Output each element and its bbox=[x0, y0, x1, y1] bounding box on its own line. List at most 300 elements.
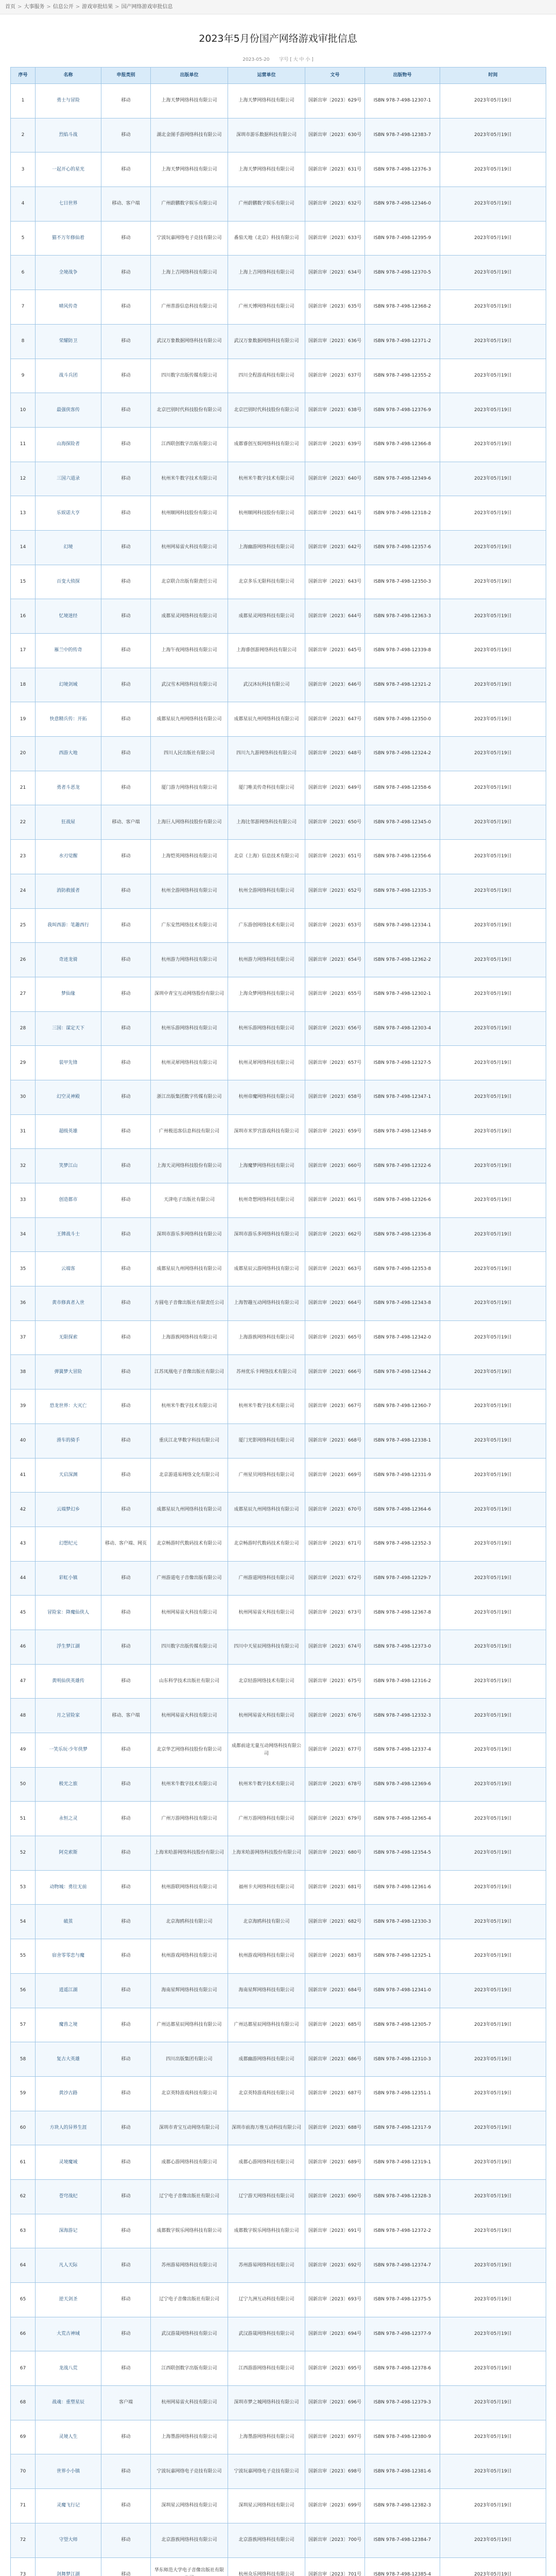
approval-table bbox=[10, 67, 546, 2576]
cell-category: 移动 bbox=[101, 1114, 151, 1149]
cell-date: 2023年05月19日 bbox=[440, 2042, 546, 2077]
font-size-switch[interactable]: 字号 [ 大 中 小 ] bbox=[279, 57, 314, 62]
cell-category: 移动、客户端 bbox=[101, 187, 151, 222]
cell-isbn: ISBN 978-7-498-12354-5 bbox=[365, 1836, 440, 1871]
cell-index: 26 bbox=[11, 943, 36, 977]
cell-category: 移动 bbox=[101, 1767, 151, 1802]
cell-date: 2023年05月19日 bbox=[440, 2317, 546, 2351]
cell-operator: 北京海鸥科技有限公司 bbox=[228, 1905, 305, 1939]
cell-date: 2023年05月19日 bbox=[440, 1527, 546, 1561]
cell-index: 27 bbox=[11, 977, 36, 1011]
column-header: 出版单位 bbox=[151, 67, 228, 84]
cell-publisher: 杭州游戏网络科技有限公司 bbox=[151, 1939, 228, 1974]
cell-isbn: ISBN 978-7-498-12381-6 bbox=[365, 2454, 440, 2489]
table-row bbox=[11, 1286, 546, 1321]
cell-name: 黄沙古路 bbox=[36, 2076, 101, 2111]
table-body bbox=[11, 84, 546, 2576]
cell-date: 2023年05月19日 bbox=[440, 324, 546, 359]
cell-publisher: 武汉万象数据网络科技有限公司 bbox=[151, 324, 228, 359]
table-row bbox=[11, 2283, 546, 2317]
table-row bbox=[11, 2179, 546, 2214]
table-row bbox=[11, 2042, 546, 2077]
cell-name: 黄市修真者入世 bbox=[36, 1286, 101, 1321]
cell-date: 2023年05月19日 bbox=[440, 2489, 546, 2523]
breadcrumb-link[interactable]: 大事服务 bbox=[24, 4, 45, 10]
cell-approval-no: 国新出审〔2023〕637号 bbox=[305, 359, 365, 393]
breadcrumb-link[interactable]: 国产网络游戏审批信息 bbox=[121, 4, 173, 10]
table-row bbox=[11, 1802, 546, 1836]
cell-approval-no: 国新出审〔2023〕645号 bbox=[305, 634, 365, 668]
cell-date: 2023年05月19日 bbox=[440, 943, 546, 977]
cell-name: 龙战八荒 bbox=[36, 2351, 101, 2386]
cell-name: 装甲先锋 bbox=[36, 1046, 101, 1080]
cell-publisher: 四川数字出版传媒有限公司 bbox=[151, 1630, 228, 1664]
cell-approval-no: 国新出审〔2023〕655号 bbox=[305, 977, 365, 1011]
cell-operator: 杭州游力网络科技有限公司 bbox=[228, 943, 305, 977]
cell-category: 移动 bbox=[101, 1493, 151, 1527]
cell-category: 移动 bbox=[101, 118, 151, 152]
cell-index: 29 bbox=[11, 1046, 36, 1080]
cell-index: 10 bbox=[11, 393, 36, 428]
cell-publisher: 杭州米牛数字技术有限公司 bbox=[151, 1389, 228, 1424]
cell-publisher: 上海天梦网络科技有限公司 bbox=[151, 152, 228, 187]
cell-category: 移动 bbox=[101, 1217, 151, 1252]
cell-name: 恐龙世界：大灭亡 bbox=[36, 1389, 101, 1424]
cell-date: 2023年05月19日 bbox=[440, 1149, 546, 1183]
cell-approval-no: 国新出审〔2023〕679号 bbox=[305, 1802, 365, 1836]
cell-category: 移动 bbox=[101, 2179, 151, 2214]
cell-approval-no: 国新出审〔2023〕684号 bbox=[305, 1973, 365, 2008]
cell-publisher: 广州蔚鹏数字娱乐有限公司 bbox=[151, 187, 228, 222]
cell-isbn: ISBN 978-7-498-12316-2 bbox=[365, 1664, 440, 1699]
cell-index: 13 bbox=[11, 496, 36, 531]
cell-approval-no: 国新出审〔2023〕674号 bbox=[305, 1630, 365, 1664]
cell-index: 67 bbox=[11, 2351, 36, 2386]
cell-operator: 上海米哈游网络科技股份有限公司 bbox=[228, 1836, 305, 1871]
table-row bbox=[11, 943, 546, 977]
cell-operator: 武汉沐玩科技有限公司 bbox=[228, 668, 305, 702]
cell-publisher: 北京畅游时代数码技术有限公司 bbox=[151, 1527, 228, 1561]
cell-publisher: 四川人民出版社有限公司 bbox=[151, 737, 228, 771]
cell-name: 灵魔飞行记 bbox=[36, 2489, 101, 2523]
cell-publisher: 成都数字娱乐网络科技有限公司 bbox=[151, 2214, 228, 2248]
cell-isbn: ISBN 978-7-498-12328-3 bbox=[365, 2179, 440, 2214]
cell-approval-no: 国新出审〔2023〕670号 bbox=[305, 1493, 365, 1527]
cell-index: 71 bbox=[11, 2489, 36, 2523]
cell-date: 2023年05月19日 bbox=[440, 1493, 546, 1527]
breadcrumb bbox=[0, 0, 556, 14]
cell-date: 2023年05月19日 bbox=[440, 530, 546, 565]
cell-publisher: 广州达都星辰网络科技有限公司 bbox=[151, 2008, 228, 2042]
cell-operator: 成都星灵网络科技有限公司 bbox=[228, 599, 305, 634]
cell-category: 移动 bbox=[101, 1011, 151, 1046]
table-row bbox=[11, 1149, 546, 1183]
breadcrumb-link[interactable]: 首页 bbox=[5, 4, 15, 10]
cell-date: 2023年05月19日 bbox=[440, 2008, 546, 2042]
cell-index: 18 bbox=[11, 668, 36, 702]
cell-operator: 成都心游网络科技有限公司 bbox=[228, 2145, 305, 2180]
cell-date: 2023年05月19日 bbox=[440, 290, 546, 325]
cell-date: 2023年05月19日 bbox=[440, 874, 546, 908]
cell-date: 2023年05月19日 bbox=[440, 1939, 546, 1974]
cell-date: 2023年05月19日 bbox=[440, 1836, 546, 1871]
cell-name: 晴风传奇 bbox=[36, 290, 101, 325]
cell-name: 月之冒险家 bbox=[36, 1699, 101, 1733]
table-row bbox=[11, 1664, 546, 1699]
cell-date: 2023年05月19日 bbox=[440, 1973, 546, 2008]
cell-name: 方块人的异界生涯 bbox=[36, 2111, 101, 2145]
cell-name: 无限探索 bbox=[36, 1320, 101, 1355]
table-row bbox=[11, 1320, 546, 1355]
cell-approval-no: 国新出审〔2023〕644号 bbox=[305, 599, 365, 634]
cell-approval-no: 国新出审〔2023〕639号 bbox=[305, 427, 365, 462]
cell-category: 移动 bbox=[101, 2008, 151, 2042]
cell-index: 30 bbox=[11, 1080, 36, 1114]
cell-operator: 杭州米牛数字技术有限公司 bbox=[228, 462, 305, 496]
cell-isbn: ISBN 978-7-498-12361-6 bbox=[365, 1870, 440, 1905]
cell-approval-no: 国新出审〔2023〕661号 bbox=[305, 1183, 365, 1218]
cell-publisher: 广州万游网络科技有限公司 bbox=[151, 1802, 228, 1836]
cell-name: 荣耀防卫 bbox=[36, 324, 101, 359]
cell-isbn: ISBN 978-7-498-12369-6 bbox=[365, 1767, 440, 1802]
cell-index: 73 bbox=[11, 2557, 36, 2576]
cell-publisher: 杭州米牛数字技术有限公司 bbox=[151, 462, 228, 496]
cell-publisher: 上海游族网络科技有限公司 bbox=[151, 1320, 228, 1355]
cell-operator: 上海上吉网络科技有限公司 bbox=[228, 256, 305, 290]
cell-name: 猫不万年修仙着 bbox=[36, 221, 101, 256]
cell-index: 69 bbox=[11, 2420, 36, 2454]
cell-date: 2023年05月19日 bbox=[440, 771, 546, 805]
cell-date: 2023年05月19日 bbox=[440, 702, 546, 737]
cell-approval-no: 国新出审〔2023〕635号 bbox=[305, 290, 365, 325]
cell-isbn: ISBN 978-7-498-12350-0 bbox=[365, 702, 440, 737]
cell-operator: 深圳市前海万维互动科技有限公司 bbox=[228, 2111, 305, 2145]
cell-approval-no: 国新出审〔2023〕698号 bbox=[305, 2454, 365, 2489]
cell-approval-no: 国新出审〔2023〕699号 bbox=[305, 2489, 365, 2523]
cell-category: 移动 bbox=[101, 1252, 151, 1286]
cell-operator: 广州达都星辰网络科技有限公司 bbox=[228, 2008, 305, 2042]
cell-date: 2023年05月19日 bbox=[440, 2111, 546, 2145]
cell-date: 2023年05月19日 bbox=[440, 1320, 546, 1355]
cell-isbn: ISBN 978-7-498-12347-1 bbox=[365, 1080, 440, 1114]
cell-approval-no: 国新出审〔2023〕680号 bbox=[305, 1836, 365, 1871]
cell-publisher: 杭州游联网络科技有限公司 bbox=[151, 1870, 228, 1905]
cell-date: 2023年05月19日 bbox=[440, 427, 546, 462]
cell-approval-no: 国新出审〔2023〕653号 bbox=[305, 908, 365, 943]
table-row bbox=[11, 771, 546, 805]
cell-publisher: 杭州网易雷火科技有限公司 bbox=[151, 530, 228, 565]
cell-index: 39 bbox=[11, 1389, 36, 1424]
cell-publisher: 江西联创数字出版有限公司 bbox=[151, 2351, 228, 2386]
cell-approval-no: 国新出审〔2023〕677号 bbox=[305, 1733, 365, 1768]
cell-publisher: 广州游道电子音像出版有限公司 bbox=[151, 1561, 228, 1596]
table-row bbox=[11, 2420, 546, 2454]
cell-index: 38 bbox=[11, 1355, 36, 1389]
cell-approval-no: 国新出审〔2023〕690号 bbox=[305, 2179, 365, 2214]
cell-isbn: ISBN 978-7-498-12372-2 bbox=[365, 2214, 440, 2248]
cell-category: 移动 bbox=[101, 2042, 151, 2077]
cell-date: 2023年05月19日 bbox=[440, 1458, 546, 1493]
cell-category: 移动 bbox=[101, 2351, 151, 2386]
cell-publisher: 深圳市青宝互动网络有限公司 bbox=[151, 2111, 228, 2145]
cell-approval-no: 国新出审〔2023〕681号 bbox=[305, 1870, 365, 1905]
cell-index: 9 bbox=[11, 359, 36, 393]
cell-category: 移动 bbox=[101, 2145, 151, 2180]
cell-index: 3 bbox=[11, 152, 36, 187]
cell-date: 2023年05月19日 bbox=[440, 2283, 546, 2317]
cell-name: 烈焰斗战 bbox=[36, 118, 101, 152]
cell-category: 移动 bbox=[101, 1802, 151, 1836]
cell-isbn: ISBN 978-7-498-12334-1 bbox=[365, 908, 440, 943]
cell-isbn: ISBN 978-7-498-12305-7 bbox=[365, 2008, 440, 2042]
cell-name: 阿克索斯 bbox=[36, 1836, 101, 1871]
cell-category: 移动 bbox=[101, 1389, 151, 1424]
cell-index: 35 bbox=[11, 1252, 36, 1286]
cell-operator: 四川中天星辰网络科技有限公司 bbox=[228, 1630, 305, 1664]
cell-publisher: 辽宁电子音像出版社有限公司 bbox=[151, 2283, 228, 2317]
cell-category: 移动 bbox=[101, 737, 151, 771]
cell-date: 2023年05月19日 bbox=[440, 805, 546, 840]
table-row bbox=[11, 2145, 546, 2180]
cell-category: 移动 bbox=[101, 1149, 151, 1183]
cell-approval-no: 国新出审〔2023〕695号 bbox=[305, 2351, 365, 2386]
breadcrumb-link[interactable]: 游戏审批结果 bbox=[82, 4, 113, 10]
cell-index: 24 bbox=[11, 874, 36, 908]
cell-date: 2023年05月19日 bbox=[440, 393, 546, 428]
cell-name: 天启深渊 bbox=[36, 1458, 101, 1493]
cell-publisher: 上海天梦网络科技有限公司 bbox=[151, 84, 228, 118]
cell-name: 七日世界 bbox=[36, 187, 101, 222]
cell-category: 移动 bbox=[101, 1046, 151, 1080]
breadcrumb-link[interactable]: 信息公开 bbox=[53, 4, 74, 10]
cell-date: 2023年05月19日 bbox=[440, 2214, 546, 2248]
cell-name: 王牌战斗士 bbox=[36, 1217, 101, 1252]
cell-isbn: ISBN 978-7-498-12358-6 bbox=[365, 771, 440, 805]
cell-date: 2023年05月19日 bbox=[440, 84, 546, 118]
cell-index: 45 bbox=[11, 1596, 36, 1630]
cell-isbn: ISBN 978-7-498-12374-7 bbox=[365, 2248, 440, 2283]
table-row bbox=[11, 702, 546, 737]
cell-operator: 海南星辉网络科技有限公司 bbox=[228, 1973, 305, 2008]
cell-name: 奇迹龙骑 bbox=[36, 943, 101, 977]
cell-publisher: 武汉雪木网络科技有限公司 bbox=[151, 668, 228, 702]
table-row bbox=[11, 1836, 546, 1871]
cell-name: 浮生梦江湖 bbox=[36, 1630, 101, 1664]
cell-index: 4 bbox=[11, 187, 36, 222]
breadcrumb-separator: > bbox=[18, 4, 22, 10]
table-row bbox=[11, 1527, 546, 1561]
cell-isbn: ISBN 978-7-498-12356-6 bbox=[365, 840, 440, 874]
cell-operator: 上海众梦网络科技有限公司 bbox=[228, 977, 305, 1011]
cell-category: 移动 bbox=[101, 977, 151, 1011]
table-row bbox=[11, 427, 546, 462]
cell-isbn: ISBN 978-7-498-12326-6 bbox=[365, 1183, 440, 1218]
cell-operator: 深圳市梦之城网络科技有限公司 bbox=[228, 2386, 305, 2420]
cell-operator: 成都数字娱乐网络科技有限公司 bbox=[228, 2214, 305, 2248]
cell-category: 移动 bbox=[101, 840, 151, 874]
cell-isbn: ISBN 978-7-498-12307-1 bbox=[365, 84, 440, 118]
cell-index: 40 bbox=[11, 1423, 36, 1458]
cell-isbn: ISBN 978-7-498-12319-1 bbox=[365, 2145, 440, 2180]
cell-category: 移动 bbox=[101, 908, 151, 943]
table-header-row bbox=[11, 67, 546, 84]
cell-isbn: ISBN 978-7-498-12367-8 bbox=[365, 1596, 440, 1630]
cell-name: 黄明仙侠英雄传 bbox=[36, 1664, 101, 1699]
cell-isbn: ISBN 978-7-498-12344-2 bbox=[365, 1355, 440, 1389]
cell-isbn: ISBN 978-7-498-12345-0 bbox=[365, 805, 440, 840]
table-row bbox=[11, 2489, 546, 2523]
cell-index: 5 bbox=[11, 221, 36, 256]
column-header: 名称 bbox=[36, 67, 101, 84]
cell-approval-no: 国新出审〔2023〕650号 bbox=[305, 805, 365, 840]
page-title: 2023年5月份国产网络游戏审批信息 bbox=[199, 33, 357, 44]
cell-category: 移动 bbox=[101, 1320, 151, 1355]
cell-publisher: 湖北金图手游网络科技有限公司 bbox=[151, 118, 228, 152]
cell-date: 2023年05月19日 bbox=[440, 462, 546, 496]
cell-approval-no: 国新出审〔2023〕683号 bbox=[305, 1939, 365, 1974]
table-row bbox=[11, 1355, 546, 1389]
cell-category: 移动 bbox=[101, 2420, 151, 2454]
column-header: 序号 bbox=[11, 67, 36, 84]
cell-category: 移动 bbox=[101, 2523, 151, 2557]
table-row bbox=[11, 599, 546, 634]
cell-category: 移动 bbox=[101, 702, 151, 737]
table-row bbox=[11, 634, 546, 668]
table-row bbox=[11, 1423, 546, 1458]
cell-date: 2023年05月19日 bbox=[440, 1355, 546, 1389]
cell-index: 46 bbox=[11, 1630, 36, 1664]
table-row bbox=[11, 2351, 546, 2386]
cell-publisher: 广州普游信息科技有限公司 bbox=[151, 290, 228, 325]
table-row bbox=[11, 908, 546, 943]
cell-name: 乐娱诺大亨 bbox=[36, 496, 101, 531]
table-row bbox=[11, 118, 546, 152]
cell-index: 28 bbox=[11, 1011, 36, 1046]
cell-date: 2023年05月19日 bbox=[440, 565, 546, 599]
cell-isbn: ISBN 978-7-498-12303-4 bbox=[365, 1011, 440, 1046]
table-row bbox=[11, 221, 546, 256]
cell-category: 移动 bbox=[101, 462, 151, 496]
column-header: 申报类别 bbox=[101, 67, 151, 84]
cell-date: 2023年05月19日 bbox=[440, 599, 546, 634]
table-row bbox=[11, 462, 546, 496]
table-row bbox=[11, 2214, 546, 2248]
cell-name: 消防救援者 bbox=[36, 874, 101, 908]
cell-date: 2023年05月19日 bbox=[440, 1630, 546, 1664]
cell-index: 57 bbox=[11, 2008, 36, 2042]
cell-isbn: ISBN 978-7-498-12355-2 bbox=[365, 359, 440, 393]
cell-publisher: 杭州灵犀网络科技有限公司 bbox=[151, 1046, 228, 1080]
cell-category: 移动 bbox=[101, 2557, 151, 2576]
cell-publisher: 山东科学技术出版社有限公司 bbox=[151, 1664, 228, 1699]
cell-isbn: ISBN 978-7-498-12339-8 bbox=[365, 634, 440, 668]
cell-publisher: 四川数字出版传媒有限公司 bbox=[151, 359, 228, 393]
cell-isbn: ISBN 978-7-498-12384-7 bbox=[365, 2523, 440, 2557]
cell-date: 2023年05月19日 bbox=[440, 1664, 546, 1699]
cell-approval-no: 国新出审〔2023〕649号 bbox=[305, 771, 365, 805]
cell-publisher: 江西联创数字出版有限公司 bbox=[151, 427, 228, 462]
cell-name: 快意精兵传：开拓 bbox=[36, 702, 101, 737]
cell-category: 移动 bbox=[101, 1664, 151, 1699]
cell-isbn: ISBN 978-7-498-12378-6 bbox=[365, 2351, 440, 2386]
cell-isbn: ISBN 978-7-498-12332-3 bbox=[365, 1699, 440, 1733]
cell-index: 19 bbox=[11, 702, 36, 737]
cell-publisher: 江苏凤凰电子音像出版社有限公司 bbox=[151, 1355, 228, 1389]
cell-isbn: ISBN 978-7-498-12346-0 bbox=[365, 187, 440, 222]
cell-index: 11 bbox=[11, 427, 36, 462]
cell-category: 移动 bbox=[101, 874, 151, 908]
cell-operator: 苏州优乐卡网络技术有限公司 bbox=[228, 1355, 305, 1389]
cell-index: 37 bbox=[11, 1320, 36, 1355]
cell-operator: 成都星辰九州网络科技有限公司 bbox=[228, 1493, 305, 1527]
cell-publisher: 杭州乐游网络科技有限公司 bbox=[151, 1011, 228, 1046]
cell-name: 笑梦江山 bbox=[36, 1149, 101, 1183]
cell-operator: 厦门光影网络科技有限公司 bbox=[228, 1423, 305, 1458]
cell-date: 2023年05月19日 bbox=[440, 668, 546, 702]
cell-isbn: ISBN 978-7-498-12317-9 bbox=[365, 2111, 440, 2145]
cell-index: 2 bbox=[11, 118, 36, 152]
cell-category: 移动 bbox=[101, 1973, 151, 2008]
table-row bbox=[11, 805, 546, 840]
cell-category: 移动 bbox=[101, 1630, 151, 1664]
cell-name: 冒险家：降魔仙侠人 bbox=[36, 1596, 101, 1630]
cell-approval-no: 国新出审〔2023〕657号 bbox=[305, 1046, 365, 1080]
cell-approval-no: 国新出审〔2023〕640号 bbox=[305, 462, 365, 496]
cell-date: 2023年05月19日 bbox=[440, 1183, 546, 1218]
cell-index: 60 bbox=[11, 2111, 36, 2145]
cell-publisher: 广州极迅客信息科技有限公司 bbox=[151, 1114, 228, 1149]
cell-index: 6 bbox=[11, 256, 36, 290]
table-row bbox=[11, 1458, 546, 1493]
cell-name: 大荒古神域 bbox=[36, 2317, 101, 2351]
cell-name: 弹簧梦大冒险 bbox=[36, 1355, 101, 1389]
cell-name: 复古大英雄 bbox=[36, 2042, 101, 2077]
cell-operator: 深圳星云网络科技有限公司 bbox=[228, 2489, 305, 2523]
cell-date: 2023年05月19日 bbox=[440, 496, 546, 531]
cell-isbn: ISBN 978-7-498-12302-1 bbox=[365, 977, 440, 1011]
cell-name: 守望大师 bbox=[36, 2523, 101, 2557]
cell-category: 移动、客户端 bbox=[101, 805, 151, 840]
cell-name: 幻想纪元 bbox=[36, 1527, 101, 1561]
cell-name: 灵境人生 bbox=[36, 2420, 101, 2454]
cell-name: 梦仙缘 bbox=[36, 977, 101, 1011]
cell-category: 移动 bbox=[101, 2317, 151, 2351]
cell-name: 超级英雄 bbox=[36, 1114, 101, 1149]
cell-publisher: 北京游道易网络文化有限公司 bbox=[151, 1458, 228, 1493]
cell-approval-no: 国新出审〔2023〕688号 bbox=[305, 2111, 365, 2145]
cell-approval-no: 国新出审〔2023〕682号 bbox=[305, 1905, 365, 1939]
cell-name: 凡人天际 bbox=[36, 2248, 101, 2283]
cell-name: 最强侠客传 bbox=[36, 393, 101, 428]
cell-approval-no: 国新出审〔2023〕662号 bbox=[305, 1217, 365, 1252]
cell-index: 17 bbox=[11, 634, 36, 668]
cell-date: 2023年05月19日 bbox=[440, 2454, 546, 2489]
cell-date: 2023年05月19日 bbox=[440, 1870, 546, 1905]
table-row bbox=[11, 1630, 546, 1664]
cell-isbn: ISBN 978-7-498-12336-8 bbox=[365, 1217, 440, 1252]
table-row bbox=[11, 84, 546, 118]
table-row bbox=[11, 2076, 546, 2111]
cell-isbn: ISBN 978-7-498-12318-2 bbox=[365, 496, 440, 531]
cell-publisher: 深圳中青宝互动网络股份有限公司 bbox=[151, 977, 228, 1011]
cell-isbn: ISBN 978-7-498-12352-3 bbox=[365, 1527, 440, 1561]
cell-date: 2023年05月19日 bbox=[440, 2557, 546, 2576]
cell-category: 移动 bbox=[101, 290, 151, 325]
table-row bbox=[11, 290, 546, 325]
cell-approval-no: 国新出审〔2023〕648号 bbox=[305, 737, 365, 771]
cell-date: 2023年05月19日 bbox=[440, 2386, 546, 2420]
cell-name: 幻境剑域 bbox=[36, 668, 101, 702]
